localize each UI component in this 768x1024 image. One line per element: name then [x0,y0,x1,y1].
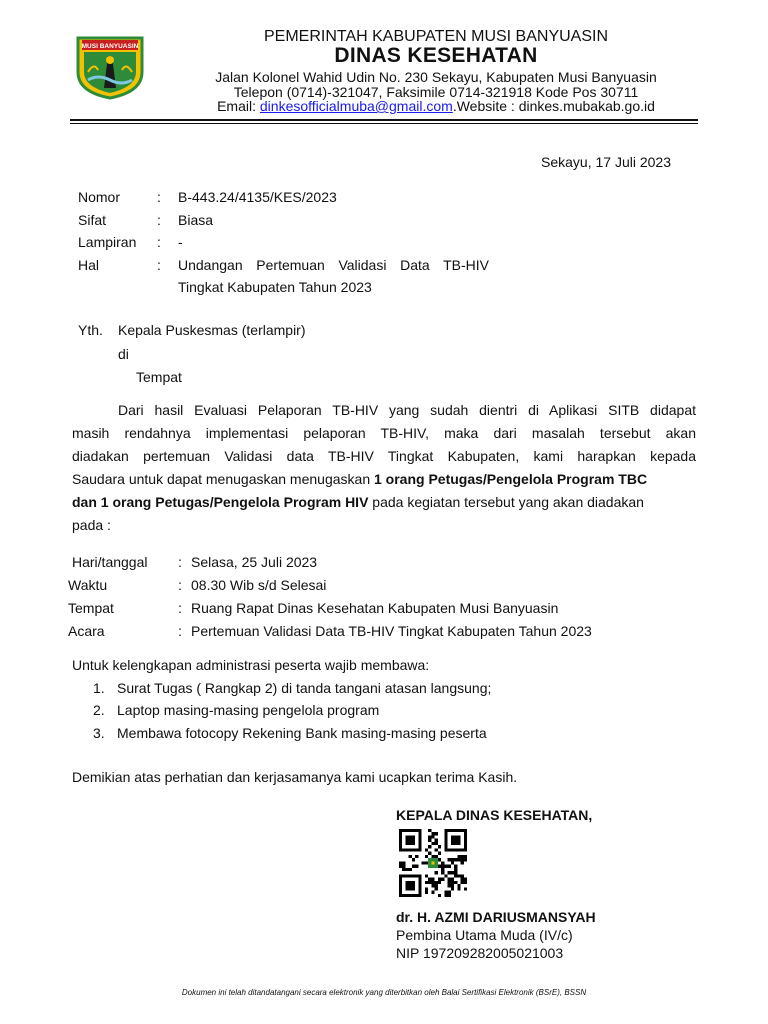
schedule-value-time: 08.30 Wib s/d Selesai [191,577,327,593]
body-text: Saudara untuk dapat menugaskan menugaskan [72,471,374,487]
body-line: masih rendahnya implementasi pelaporan TB-HIV, maka dari masalah tersebut akan [72,425,696,441]
schedule-label-place: Tempat [68,600,114,616]
addressee-yth: Yth. [78,322,103,338]
body-emphasis: 1 orang Petugas/Pengelola Program TBC [374,471,648,487]
schedule-label-date: Hari/tanggal [72,554,148,570]
requirement-number: 1. [93,680,105,696]
meta-sep: : [157,257,161,273]
qr-code [399,829,467,897]
requirements-intro: Untuk kelengkapan administrasi peserta wajib membawa: [72,657,430,673]
logo-lettering: MUSI BANYUASIN [81,43,139,50]
meta-value-sifat: Biasa [178,212,214,228]
meta-value-hal-cont: Tingkat Kabupaten Tahun 2023 [178,279,372,295]
body-line: pada : [72,517,111,533]
header-contact [180,98,692,114]
addressee-recipient: Kepala Puskesmas (terlampir) [118,322,306,338]
requirement-number: 2. [93,702,105,718]
meta-sep: : [157,189,161,205]
schedule-value-date: Selasa, 25 Juli 2023 [191,554,318,570]
body-line: Dari hasil Evaluasi Pelaporan TB-HIV yang sudah dientri di Aplikasi SITB didapat [118,402,696,418]
email-label: Email: [217,98,260,114]
body-line [72,491,696,514]
signatory-name: dr. H. AZMI DARIUSMANSYAH [396,909,596,925]
signatory-title: KEPALA DINAS KESEHATAN, [396,807,593,823]
body-line [72,468,696,491]
meta-label-nomor: Nomor [78,189,121,205]
header-phone: Telepon (0714)-321047, Faksimile 0714-321918 Kode Pos 30711 [233,84,639,100]
header-rule-thin [70,123,698,124]
schedule-value-place: Ruang Rapat Dinas Kesehatan Kabupaten Musi Banyuasin [191,600,559,616]
website-text: .Website : dinkes.mubakab.go.id [452,98,655,114]
requirement-item: Laptop masing-masing pengelola program [117,702,380,718]
letter-date: Sekayu, 17 Juli 2023 [541,154,671,170]
schedule-label-time: Waktu [68,577,108,593]
schedule-sep: : [178,577,182,593]
meta-label-lampiran: Lampiran [78,234,137,250]
body-line: diadakan pertemuan Validasi data TB-HIV Tingkat Kabupaten, kami harapkan kepada [72,448,696,464]
requirement-number: 3. [93,725,105,741]
body-text: pada kegiatan tersebut yang akan diadakan [368,494,644,510]
header-office: DINAS KESEHATAN [334,44,538,67]
footer-disclaimer: Dokumen ini telah ditandatangani secara elektronik yang diterbitkan oleh Balai Sertifikasi Elektronik (BSrE), BSSN [181,988,587,997]
signatory-rank: Pembina Utama Muda (IV/c) [396,927,573,943]
meta-value-hal: Undangan Pertemuan Validasi Data TB-HIV [178,257,489,273]
meta-sep: : [157,212,161,228]
meta-value-nomor: B-443.24/4135/KES/2023 [178,189,337,205]
meta-sep: : [157,234,161,250]
signatory-nip: NIP 197209282005021003 [396,945,564,961]
body-paragraph [72,399,696,537]
schedule-label-event: Acara [68,623,105,639]
schedule-sep: : [178,600,182,616]
header-government: PEMERINTAH KABUPATEN MUSI BANYUASIN [263,28,609,45]
closing-text: Demikian atas perhatian dan kerjasamanya kami ucapkan terima Kasih. [72,769,518,785]
email-link[interactable]: dinkesofficialmuba@gmail.com [259,98,453,114]
government-logo [74,32,146,100]
body-emphasis: dan 1 orang Petugas/Pengelola Program HIV [72,494,369,510]
schedule-sep: : [178,554,182,570]
requirement-item: Surat Tugas ( Rangkap 2) di tanda tangani atasan langsung; [117,680,492,696]
requirement-item: Membawa fotocopy Rekening Bank masing-masing peserta [117,725,487,741]
schedule-value-event: Pertemuan Validasi Data TB-HIV Tingkat Kabupaten Tahun 2023 [191,623,592,639]
addressee-place: Tempat [136,369,182,385]
header-rule [70,119,698,121]
meta-label-hal: Hal [78,257,100,273]
schedule-sep: : [178,623,182,639]
addressee-di: di [118,346,129,362]
meta-value-lampiran: - [178,234,183,250]
header-address: Jalan Kolonel Wahid Udin No. 230 Sekayu, Kabupaten Musi Banyuasin [215,69,657,85]
meta-label-sifat: Sifat [78,212,107,228]
